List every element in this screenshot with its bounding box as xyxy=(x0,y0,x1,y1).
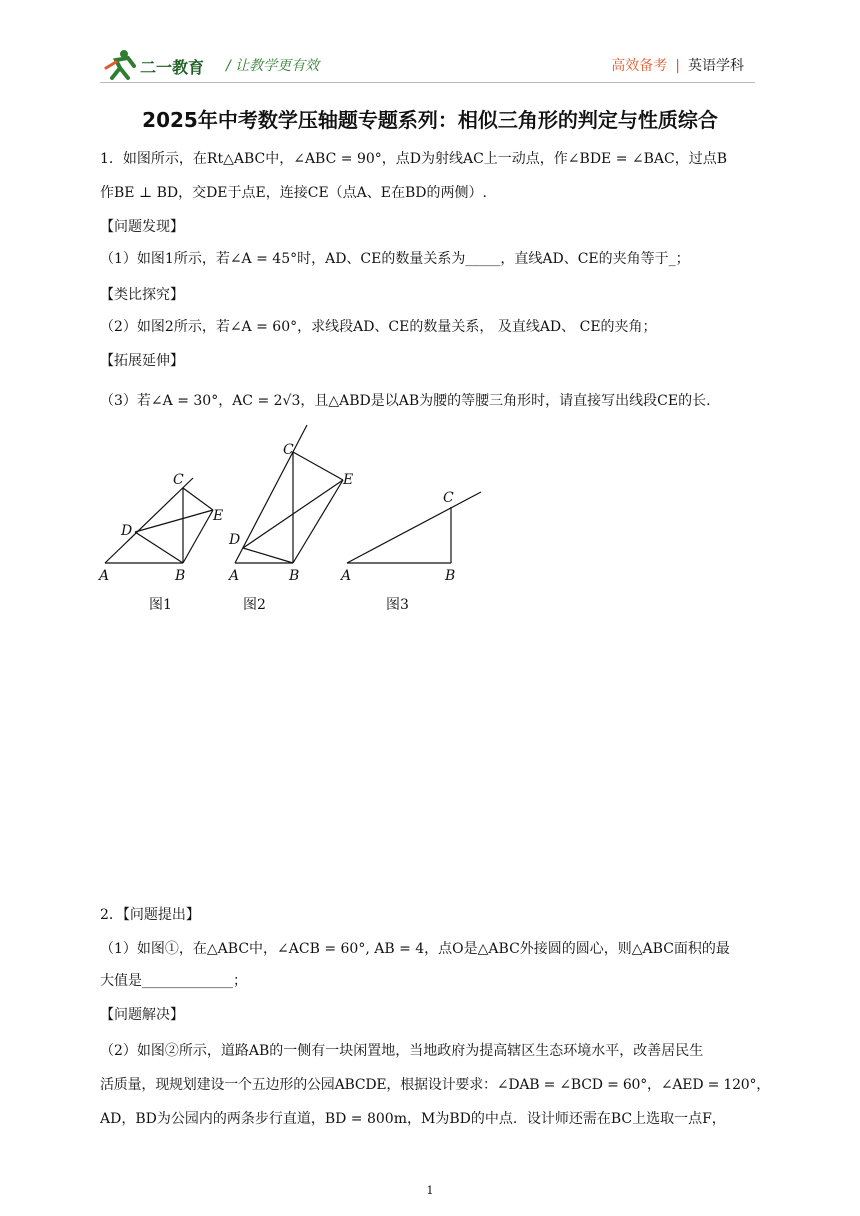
q1-section-discover: 【问题发现】 xyxy=(100,219,184,235)
page-header xyxy=(0,0,860,90)
fig2-label-e: E xyxy=(343,472,354,488)
q2-section-solve: 【问题解决】 xyxy=(100,1007,184,1023)
fig3-label-a: A xyxy=(341,568,352,584)
fig1-caption: 图1 xyxy=(149,597,172,613)
logo-text: 二一教育 xyxy=(140,58,205,77)
figure-3 xyxy=(347,492,481,563)
fig1-label-d: D xyxy=(121,523,133,539)
fig1-label-b: B xyxy=(175,568,186,584)
fig1-label-c: C xyxy=(173,472,184,488)
q2-line6: AD，BD为公园内的两条步行直道，BD = 800m，M为BD的中点．设计师还需在BC上选取一点F， xyxy=(100,1111,726,1127)
figure-1 xyxy=(105,478,213,563)
header-tags xyxy=(611,55,744,75)
geometry-figures xyxy=(95,420,495,620)
q1-part2: （2）如图2所示，若∠A = 60°，求线段AD、CE的数量关系， 及直线AD、 CE的夹角； xyxy=(100,319,657,335)
q1-part1: （1）如图1所示，若∠A = 45°时，AD、CE的数量关系为_____，直线AD、CE的夹角等于_； xyxy=(100,251,690,267)
fig2-caption: 图2 xyxy=(243,597,266,613)
fig1-label-a: A xyxy=(99,568,110,584)
runner-icon xyxy=(106,50,134,78)
tag-separator: | xyxy=(675,58,680,74)
slogan: / 让教学更有效 xyxy=(226,58,320,74)
q2-line4: （2）如图②所示，道路AB的一侧有一块闲置地，当地政府为提高辖区生态环境水平，改善居民生 xyxy=(100,1043,704,1059)
page-number: 1 xyxy=(426,1184,434,1197)
logo xyxy=(104,48,224,82)
q2-line5: 活质量，现规划建设一个五边形的公园ABCDE，根据设计要求：∠DAB = ∠BCD = 60°，∠AED = 120°， xyxy=(100,1077,771,1093)
fig3-caption: 图3 xyxy=(386,597,409,613)
q2-line2: （1）如图①，在△ABC中，∠ACB = 60°, AB = 4，点O是△ABC外接圆的圆心，则△ABC面积的最 xyxy=(100,941,730,957)
fig2-label-c: C xyxy=(283,442,294,458)
fig2-label-d: D xyxy=(229,532,241,548)
q1-line1: 1．如图所示，在Rt△ABC中，∠ABC = 90°，点D为射线AC上一动点，作∠BDE = ∠BAC，过点B xyxy=(100,151,728,167)
fig3-label-b: B xyxy=(445,568,456,584)
q1-section-analogy: 【类比探究】 xyxy=(100,287,184,303)
tag-exam-prep: 高效备考 xyxy=(611,58,668,74)
q1-line2: 作BE ⊥ BD，交DE于点E，连接CE（点A、E在BD的两侧）. xyxy=(100,185,487,201)
fig2-label-b: B xyxy=(289,568,300,584)
page-title: 2025年中考数学压轴题专题系列：相似三角形的判定与性质综合 xyxy=(142,108,718,132)
fig1-label-e: E xyxy=(213,508,224,524)
q1-part3: （3）若∠A = 30°，AC = 2√3，且△ABD是以AB为腰的等腰三角形时，请直接写出线段CE的长. xyxy=(100,393,711,409)
q2-line3: 大值是_____________； xyxy=(100,973,247,989)
fig2-label-a: A xyxy=(229,568,240,584)
tag-subject: 英语学科 xyxy=(688,58,744,74)
fig3-label-c: C xyxy=(443,490,454,506)
q1-section-extension: 【拓展延伸】 xyxy=(100,353,184,369)
header-divider xyxy=(100,82,755,83)
q2-line1: 2．【问题提出】 xyxy=(100,907,200,923)
